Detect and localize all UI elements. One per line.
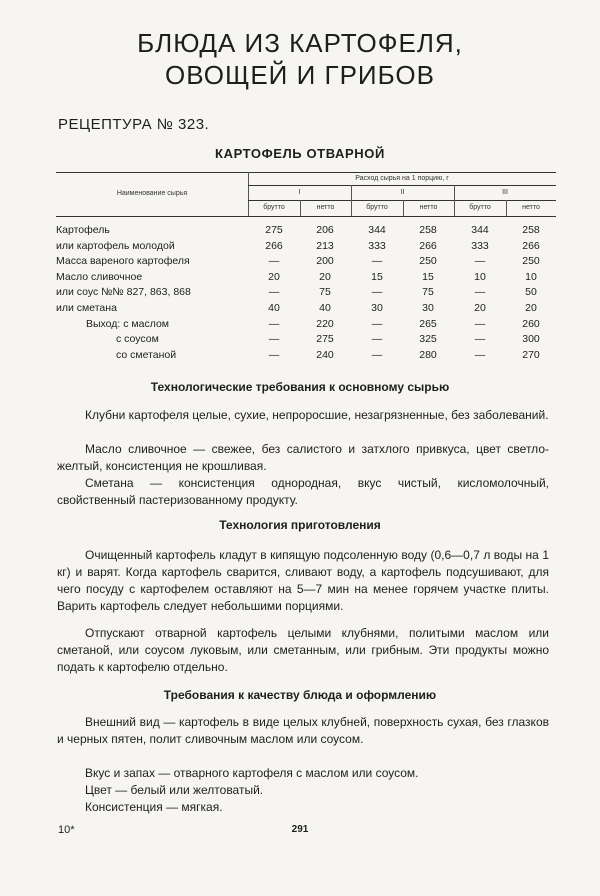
chapter-title-line2: ОВОЩЕЙ И ГРИБОВ — [165, 60, 435, 90]
table-cell: 20 — [319, 270, 331, 283]
table-cell: 20 — [268, 270, 280, 283]
table-header-rule — [56, 216, 556, 217]
table-gross-header: брутто — [469, 204, 491, 211]
table-row — [56, 284, 556, 300]
table-cell: 220 — [316, 317, 334, 330]
table-variant-rule — [248, 200, 556, 201]
signature-mark: 10* — [58, 824, 75, 836]
table-cell: 15 — [371, 270, 383, 283]
table-cell: — — [268, 255, 280, 268]
table-cell: 325 — [419, 333, 437, 346]
table-row — [56, 300, 556, 316]
table-cell: 10 — [525, 270, 537, 283]
table-cell: 240 — [316, 348, 334, 361]
table-cell: — — [268, 333, 280, 346]
table-row — [56, 316, 556, 332]
table-row — [56, 331, 556, 347]
table-cell: — — [371, 333, 383, 346]
table-cell: 40 — [319, 302, 331, 314]
table-cell: 300 — [522, 333, 540, 346]
paragraph: Вкус и запах — отварного картофеля с маслом или соусом. — [85, 766, 419, 780]
table-gross-header: брутто — [366, 204, 388, 211]
table-cell: 260 — [522, 317, 540, 330]
table-cell: 213 — [316, 239, 334, 252]
table-cell: 275 — [265, 224, 283, 236]
table-cell: 266 — [522, 239, 540, 252]
table-cell: 20 — [474, 302, 486, 314]
paragraph: Внешний вид — картофель в виде целых клубней, поверхность сухая, без глазков и черных пятен, полит сливочным маслом или соусом. — [57, 715, 549, 746]
table-cell: — — [474, 333, 486, 346]
table-row-name: или картофель молодой — [56, 239, 175, 252]
table-row — [56, 347, 556, 363]
table-cell: 200 — [316, 255, 334, 268]
table-cell: — — [474, 348, 486, 361]
table-row — [56, 253, 556, 269]
paragraph: Сметана — консистенция однородная, вкус чистый, кисломолочный, свойственный пастеризованному продукту. — [57, 476, 549, 507]
table-cell: 250 — [522, 255, 540, 268]
table-row — [56, 269, 556, 285]
table-cell: 10 — [474, 270, 486, 283]
table-cell: — — [371, 286, 383, 299]
table-cell: 266 — [419, 239, 437, 252]
table-cell: 250 — [419, 255, 437, 268]
table-cell: 15 — [422, 270, 434, 283]
table-row-name: Выход: с маслом — [86, 317, 170, 330]
table-cell: 75 — [422, 286, 434, 299]
table-row — [56, 238, 556, 254]
table-variant-header: II — [400, 189, 405, 196]
table-cell: 206 — [316, 224, 334, 236]
table-cell: 40 — [268, 302, 280, 314]
dish-title: КАРТОФЕЛЬ ОТВАРНОЙ — [215, 146, 385, 161]
table-top-rule — [56, 172, 556, 173]
table-gross-header: брутто — [263, 204, 285, 211]
paragraph: Масло сливочное — свежее, без салистого и затхлого привкуса, цвет светло-желтый, консистенция не крошливая. — [57, 442, 549, 473]
table-cell: 265 — [419, 317, 437, 330]
paragraph: Отпускают отварной картофель целыми клубнями, политыми маслом или сметаной, или соусом луковым, или сметанным, или грибным. Эти продукты можно подать к картофелю отдельно. — [57, 626, 549, 674]
table-net-header: нетто — [419, 204, 438, 211]
table-cell: — — [474, 317, 486, 330]
section-title-raw-materials: Технологические требования к основному сырью — [150, 380, 450, 394]
table-cell: 344 — [471, 224, 489, 236]
table-row-name: Масло сливочное — [56, 270, 143, 283]
table-cell: — — [371, 348, 383, 361]
paragraph: Очищенный картофель кладут в кипящую подсоленную воду (0,6—0,7 л воды на 1 кг) и варят. Когда картофель сварится, сливают воду, а картофель подсушивают, для чего посуду с картофелем оставляют на 5—7 мин на менее горячем участке плиты. Варить картофель следует небольшими порциями. — [57, 548, 549, 613]
table-consumption-header: Расход сырья на 1 порцию, г — [355, 175, 449, 182]
table-cell: 333 — [471, 239, 489, 252]
table-net-header: нетто — [316, 204, 335, 211]
table-row-name: или сметана — [56, 302, 117, 314]
table-variant-header: III — [502, 189, 508, 196]
table-cell: 258 — [522, 224, 540, 236]
recipe-number: РЕЦЕПТУРА № 323. — [58, 116, 210, 133]
table-cell: 50 — [525, 286, 537, 299]
section-title-technology: Технология приготовления — [219, 518, 381, 532]
table-cell: 280 — [419, 348, 437, 361]
table-cell: 344 — [368, 224, 386, 236]
table-consumption-rule — [248, 185, 556, 186]
table-row-name: с соусом — [116, 333, 159, 346]
table-row-name: со сметаной — [116, 348, 177, 361]
table-cell: — — [474, 286, 486, 299]
table-cell: 258 — [419, 224, 437, 236]
table-cell: 270 — [522, 348, 540, 361]
table-row-name: Картофель — [56, 224, 110, 236]
table-variant-header: I — [298, 189, 301, 196]
paragraph: Цвет — белый или желтоватый. — [85, 783, 264, 797]
table-cell: 30 — [422, 302, 434, 314]
table-row — [56, 222, 556, 238]
page-number: 291 — [291, 824, 309, 835]
table-cell: 30 — [371, 302, 383, 314]
paragraph: Клубни картофеля целые, сухие, непроросшие, незагрязненные, без заболеваний. — [85, 408, 549, 422]
table-cell: 333 — [368, 239, 386, 252]
table-name-header: Наименование сырья — [116, 190, 188, 197]
table-cell: — — [371, 317, 383, 330]
table-cell: — — [474, 255, 486, 268]
section-title-quality: Требования к качеству блюда и оформлению — [163, 688, 437, 702]
table-cell: — — [371, 255, 383, 268]
table-cell: — — [268, 348, 280, 361]
table-cell: — — [268, 317, 280, 330]
table-row-name: Масса вареного картофеля — [56, 255, 190, 268]
table-row-name: или соус №№ 827, 863, 868 — [56, 286, 191, 299]
paragraph: Консистенция — мягкая. — [85, 800, 223, 814]
table-net-header: нетто — [522, 204, 540, 211]
table-cell: 20 — [525, 302, 537, 314]
table-cell: 266 — [265, 239, 283, 252]
table-cell: 275 — [316, 333, 334, 346]
table-cell: 75 — [319, 286, 331, 299]
table-cell: — — [268, 286, 280, 299]
chapter-title-line1: БЛЮДА ИЗ КАРТОФЕЛЯ, — [137, 28, 463, 58]
